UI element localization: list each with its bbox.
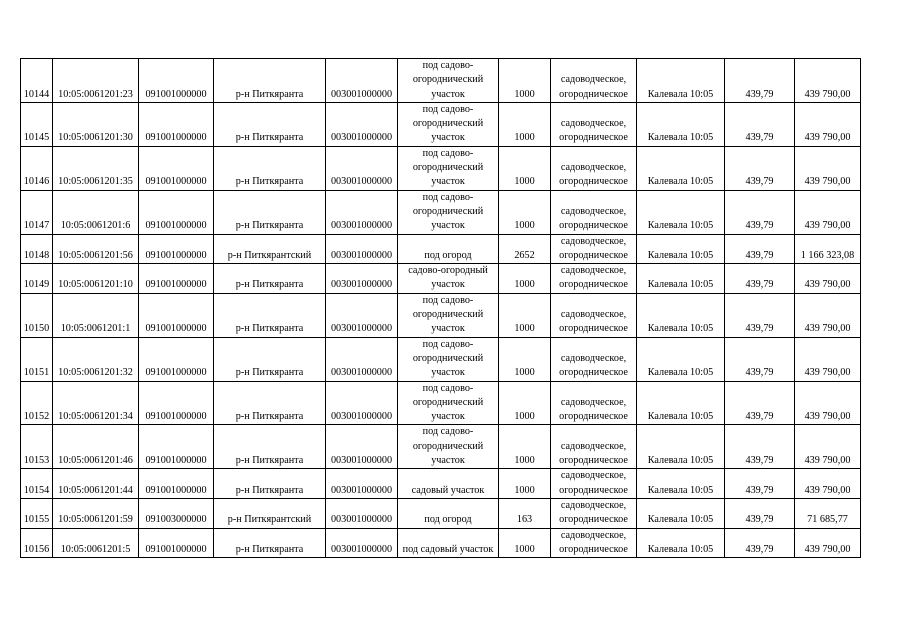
permitted-use-cell: под садово-огороднический участок (398, 425, 499, 469)
cadastral-number-cell: 10:05:0061201:5 (53, 528, 139, 558)
area-cell: 1000 (499, 425, 551, 469)
permitted-use-cell: под садово-огороднический участок (398, 381, 499, 425)
use-category-cell: садоводческое, огородническое (551, 146, 637, 190)
valuation-zone-cell: Калевала 10:05 (637, 381, 725, 425)
classifier-code-cell: 003001000000 (326, 293, 398, 337)
unit-price-cell: 439,79 (725, 146, 795, 190)
valuation-zone-cell: Калевала 10:05 (637, 234, 725, 264)
use-category-cell: садоводческое, огородническое (551, 234, 637, 264)
cadastral-value-cell: 439 790,00 (795, 528, 861, 558)
area-cell: 1000 (499, 381, 551, 425)
valuation-zone-cell: Калевала 10:05 (637, 190, 725, 234)
district-cell: р-н Питкяранта (214, 190, 326, 234)
use-category-cell: садоводческое, огородническое (551, 381, 637, 425)
okato-code-cell: 091001000000 (139, 528, 214, 558)
row-number-cell: 10156 (21, 528, 53, 558)
cadastral-number-cell: 10:05:0061201:46 (53, 425, 139, 469)
classifier-code-cell: 003001000000 (326, 190, 398, 234)
district-cell: р-н Питкярантский (214, 234, 326, 264)
row-number-cell: 10147 (21, 190, 53, 234)
area-cell: 1000 (499, 264, 551, 294)
permitted-use-cell: садовый участок (398, 469, 499, 499)
table-row (21, 190, 861, 234)
okato-code-cell: 091003000000 (139, 498, 214, 528)
cadastral-value-cell: 439 790,00 (795, 264, 861, 294)
district-cell: р-н Питкяранта (214, 264, 326, 294)
table-row (21, 498, 861, 528)
cadastral-value-cell: 439 790,00 (795, 337, 861, 381)
row-number-cell: 10144 (21, 59, 53, 103)
row-number-cell: 10151 (21, 337, 53, 381)
district-cell: р-н Питкяранта (214, 146, 326, 190)
permitted-use-cell: под садовый участок (398, 528, 499, 558)
use-category-cell: садоводческое, огородническое (551, 190, 637, 234)
valuation-zone-cell: Калевала 10:05 (637, 498, 725, 528)
table-row (21, 337, 861, 381)
use-category-cell: садоводческое, огородническое (551, 469, 637, 499)
unit-price-cell: 439,79 (725, 528, 795, 558)
classifier-code-cell: 003001000000 (326, 469, 398, 499)
cadastral-number-cell: 10:05:0061201:44 (53, 469, 139, 499)
okato-code-cell: 091001000000 (139, 234, 214, 264)
row-number-cell: 10149 (21, 264, 53, 294)
table-row (21, 528, 861, 558)
row-number-cell: 10152 (21, 381, 53, 425)
district-cell: р-н Питкяранта (214, 528, 326, 558)
classifier-code-cell: 003001000000 (326, 59, 398, 103)
cadastral-value-cell: 1 166 323,08 (795, 234, 861, 264)
cadastral-number-cell: 10:05:0061201:6 (53, 190, 139, 234)
cadastral-number-cell: 10:05:0061201:32 (53, 337, 139, 381)
classifier-code-cell: 003001000000 (326, 498, 398, 528)
row-number-cell: 10146 (21, 146, 53, 190)
okato-code-cell: 091001000000 (139, 102, 214, 146)
classifier-code-cell: 003001000000 (326, 381, 398, 425)
area-cell: 1000 (499, 146, 551, 190)
table-row (21, 381, 861, 425)
area-cell: 2652 (499, 234, 551, 264)
area-cell: 1000 (499, 337, 551, 381)
okato-code-cell: 091001000000 (139, 337, 214, 381)
okato-code-cell: 091001000000 (139, 59, 214, 103)
unit-price-cell: 439,79 (725, 264, 795, 294)
row-number-cell: 10150 (21, 293, 53, 337)
use-category-cell: садоводческое, огородническое (551, 528, 637, 558)
cadastral-number-cell: 10:05:0061201:35 (53, 146, 139, 190)
table-row (21, 146, 861, 190)
use-category-cell: садоводческое, огородническое (551, 425, 637, 469)
use-category-cell: садоводческое, огородническое (551, 59, 637, 103)
okato-code-cell: 091001000000 (139, 381, 214, 425)
permitted-use-cell: под садово-огороднический участок (398, 293, 499, 337)
valuation-zone-cell: Калевала 10:05 (637, 469, 725, 499)
use-category-cell: садоводческое, огородническое (551, 102, 637, 146)
land-registry-table (20, 58, 861, 558)
valuation-zone-cell: Калевала 10:05 (637, 337, 725, 381)
classifier-code-cell: 003001000000 (326, 337, 398, 381)
table-row (21, 264, 861, 294)
permitted-use-cell: под огород (398, 498, 499, 528)
valuation-zone-cell: Калевала 10:05 (637, 528, 725, 558)
permitted-use-cell: под огород (398, 234, 499, 264)
valuation-zone-cell: Калевала 10:05 (637, 425, 725, 469)
unit-price-cell: 439,79 (725, 337, 795, 381)
district-cell: р-н Питкяранта (214, 59, 326, 103)
table-row (21, 425, 861, 469)
cadastral-value-cell: 439 790,00 (795, 425, 861, 469)
okato-code-cell: 091001000000 (139, 469, 214, 499)
okato-code-cell: 091001000000 (139, 146, 214, 190)
cadastral-number-cell: 10:05:0061201:10 (53, 264, 139, 294)
classifier-code-cell: 003001000000 (326, 146, 398, 190)
district-cell: р-н Питкяранта (214, 381, 326, 425)
cadastral-number-cell: 10:05:0061201:23 (53, 59, 139, 103)
valuation-zone-cell: Калевала 10:05 (637, 146, 725, 190)
district-cell: р-н Питкяранта (214, 425, 326, 469)
unit-price-cell: 439,79 (725, 469, 795, 499)
area-cell: 1000 (499, 528, 551, 558)
okato-code-cell: 091001000000 (139, 190, 214, 234)
cadastral-number-cell: 10:05:0061201:59 (53, 498, 139, 528)
district-cell: р-н Питкярантский (214, 498, 326, 528)
permitted-use-cell: под садово-огороднический участок (398, 337, 499, 381)
unit-price-cell: 439,79 (725, 425, 795, 469)
cadastral-number-cell: 10:05:0061201:56 (53, 234, 139, 264)
permitted-use-cell: под садово-огороднический участок (398, 190, 499, 234)
permitted-use-cell: под садово-огороднический участок (398, 146, 499, 190)
valuation-zone-cell: Калевала 10:05 (637, 102, 725, 146)
cadastral-value-cell: 439 790,00 (795, 469, 861, 499)
valuation-zone-cell: Калевала 10:05 (637, 293, 725, 337)
unit-price-cell: 439,79 (725, 234, 795, 264)
cadastral-value-cell: 439 790,00 (795, 293, 861, 337)
cadastral-value-cell: 439 790,00 (795, 190, 861, 234)
okato-code-cell: 091001000000 (139, 264, 214, 294)
unit-price-cell: 439,79 (725, 102, 795, 146)
valuation-zone-cell: Калевала 10:05 (637, 264, 725, 294)
unit-price-cell: 439,79 (725, 59, 795, 103)
unit-price-cell: 439,79 (725, 190, 795, 234)
row-number-cell: 10153 (21, 425, 53, 469)
classifier-code-cell: 003001000000 (326, 425, 398, 469)
table-row (21, 59, 861, 103)
area-cell: 1000 (499, 469, 551, 499)
area-cell: 163 (499, 498, 551, 528)
okato-code-cell: 091001000000 (139, 425, 214, 469)
cadastral-number-cell: 10:05:0061201:1 (53, 293, 139, 337)
table-row (21, 293, 861, 337)
cadastral-value-cell: 439 790,00 (795, 381, 861, 425)
row-number-cell: 10155 (21, 498, 53, 528)
use-category-cell: садоводческое, огородническое (551, 264, 637, 294)
cadastral-value-cell: 439 790,00 (795, 146, 861, 190)
valuation-zone-cell: Калевала 10:05 (637, 59, 725, 103)
table-row (21, 102, 861, 146)
district-cell: р-н Питкяранта (214, 469, 326, 499)
permitted-use-cell: под садово-огороднический участок (398, 59, 499, 103)
table-row (21, 469, 861, 499)
district-cell: р-н Питкяранта (214, 337, 326, 381)
okato-code-cell: 091001000000 (139, 293, 214, 337)
use-category-cell: садоводческое, огородническое (551, 293, 637, 337)
permitted-use-cell: под садово-огороднический участок (398, 102, 499, 146)
cadastral-value-cell: 71 685,77 (795, 498, 861, 528)
permitted-use-cell: садово-огородный участок (398, 264, 499, 294)
area-cell: 1000 (499, 293, 551, 337)
area-cell: 1000 (499, 102, 551, 146)
cadastral-value-cell: 439 790,00 (795, 102, 861, 146)
unit-price-cell: 439,79 (725, 381, 795, 425)
table-row (21, 234, 861, 264)
row-number-cell: 10154 (21, 469, 53, 499)
row-number-cell: 10145 (21, 102, 53, 146)
district-cell: р-н Питкяранта (214, 293, 326, 337)
area-cell: 1000 (499, 59, 551, 103)
table-body (21, 59, 861, 558)
row-number-cell: 10148 (21, 234, 53, 264)
cadastral-number-cell: 10:05:0061201:34 (53, 381, 139, 425)
unit-price-cell: 439,79 (725, 293, 795, 337)
cadastral-number-cell: 10:05:0061201:30 (53, 102, 139, 146)
classifier-code-cell: 003001000000 (326, 264, 398, 294)
area-cell: 1000 (499, 190, 551, 234)
classifier-code-cell: 003001000000 (326, 234, 398, 264)
unit-price-cell: 439,79 (725, 498, 795, 528)
cadastral-value-cell: 439 790,00 (795, 59, 861, 103)
use-category-cell: садоводческое, огородническое (551, 498, 637, 528)
classifier-code-cell: 003001000000 (326, 102, 398, 146)
district-cell: р-н Питкяранта (214, 102, 326, 146)
use-category-cell: садоводческое, огородническое (551, 337, 637, 381)
classifier-code-cell: 003001000000 (326, 528, 398, 558)
